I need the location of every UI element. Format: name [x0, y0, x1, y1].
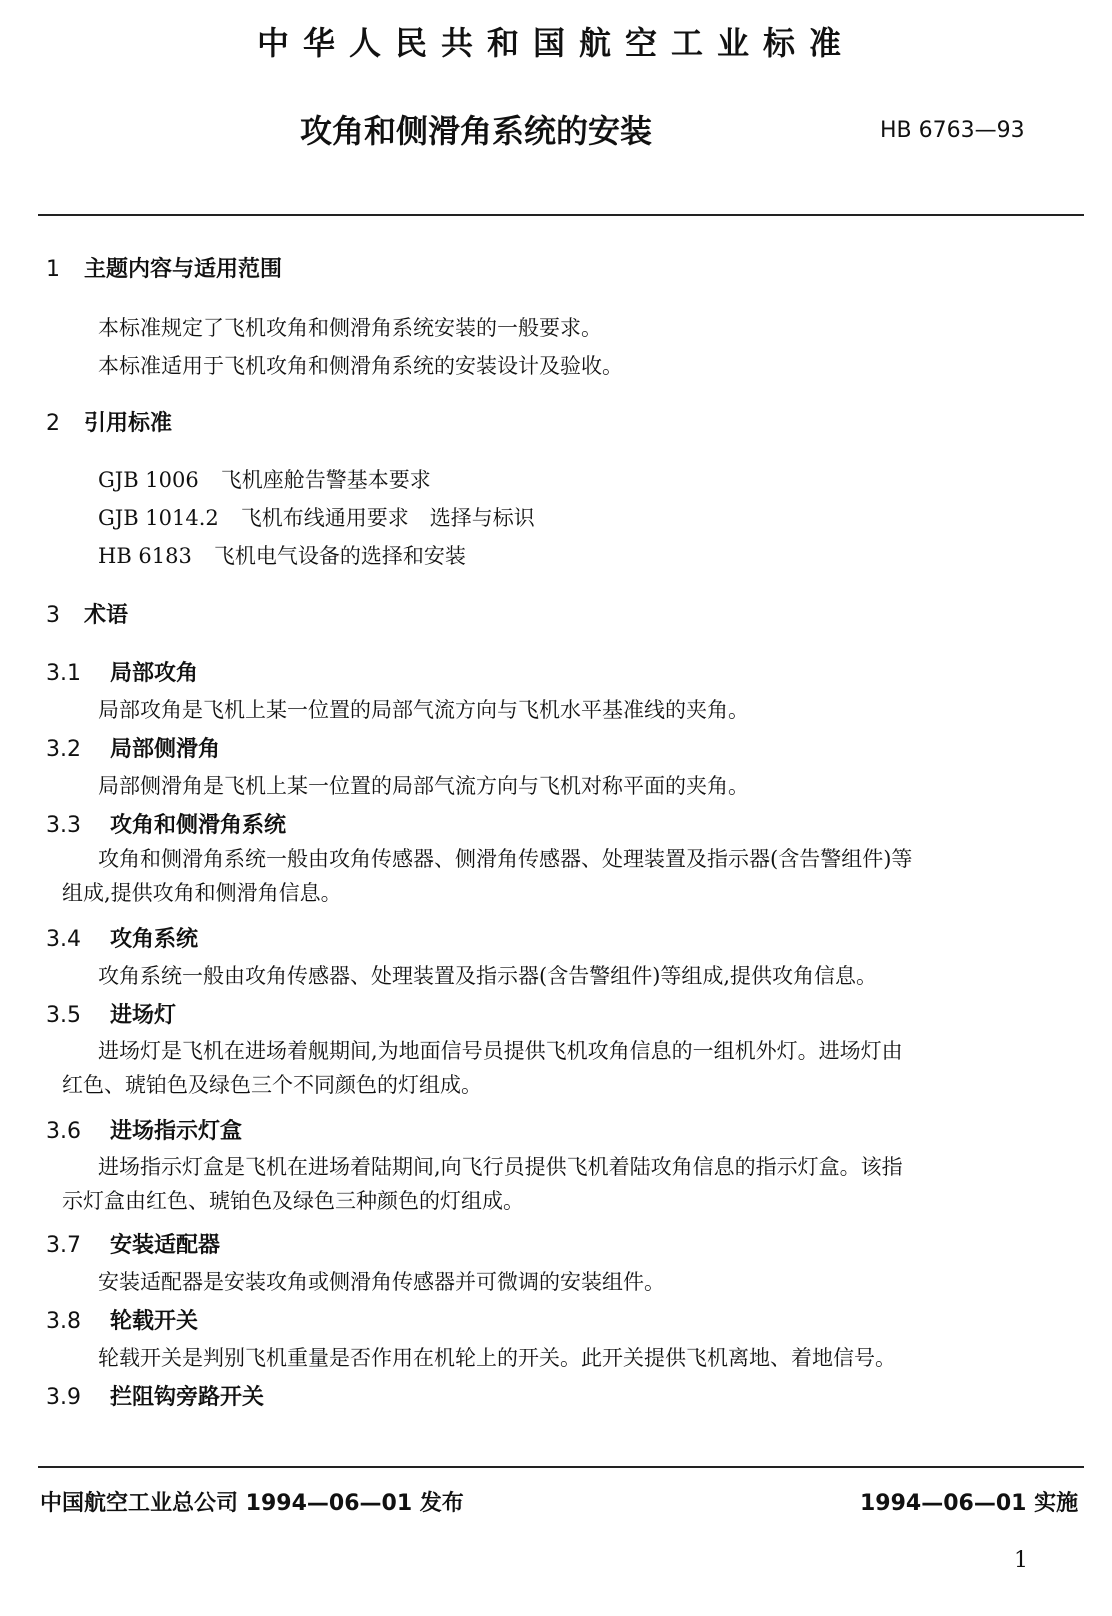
reference-title: 飞机电气设备的选择和安装	[213, 544, 466, 568]
page-number: 1	[1014, 1548, 1028, 1573]
term-number: 3.8	[46, 1309, 81, 1334]
term-number: 3.9	[46, 1385, 81, 1410]
standard-category-title: 中华人民共和国航空工业标准	[256, 24, 855, 62]
term-3-8-heading	[46, 1304, 198, 1335]
term-number: 3.3	[46, 813, 81, 838]
term-number: 3.2	[46, 737, 81, 762]
footer-divider	[38, 1466, 1084, 1468]
term-3-6-heading	[46, 1114, 242, 1145]
term-title: 局部侧滑角	[110, 737, 221, 762]
term-title: 攻角和侧滑角系统	[110, 813, 287, 838]
section-number: 2	[46, 411, 60, 436]
term-title: 进场灯	[110, 1003, 177, 1028]
standard-number: HB 6763—93	[880, 118, 1025, 143]
effective-date: 1994—06—01 实施	[860, 1491, 1079, 1516]
section-number: 1	[46, 257, 60, 282]
term-title: 拦阻钩旁路开关	[110, 1385, 265, 1410]
term-number: 3.7	[46, 1233, 81, 1258]
term-3-8-definition: 轮载开关是判别飞机重量是否作用在机轮上的开关。此开关提供飞机离地、着地信号。	[98, 1346, 896, 1370]
term-number: 3.6	[46, 1119, 81, 1144]
term-number: 3.4	[46, 927, 81, 952]
section-2-heading	[46, 406, 172, 437]
definition-continuation: 示灯盒由红色、琥铂色及绿色三种颜色的灯组成。	[62, 1189, 524, 1213]
term-number: 3.5	[46, 1003, 81, 1028]
issue-statement: 中国航空工业总公司 1994—06—01 发布	[40, 1491, 464, 1516]
term-3-9-heading	[46, 1380, 264, 1411]
definition-continuation: 红色、琥铂色及绿色三个不同颜色的灯组成。	[62, 1073, 482, 1097]
term-3-1-definition: 局部攻角是飞机上某一位置的局部气流方向与飞机水平基准线的夹角。	[98, 698, 749, 722]
term-3-4-definition: 攻角系统一般由攻角传感器、处理装置及指示器(含告警组件)等组成,提供攻角信息。	[98, 964, 878, 988]
term-3-3-heading	[46, 808, 286, 839]
section-1-paragraph-2: 本标准适用于飞机攻角和侧滑角系统的安装设计及验收。	[98, 354, 623, 378]
term-number: 3.1	[46, 661, 81, 686]
term-title: 进场指示灯盒	[110, 1119, 243, 1144]
term-3-3-definition	[62, 842, 1088, 910]
term-3-7-definition: 安装适配器是安装攻角或侧滑角传感器并可微调的安装组件。	[98, 1270, 665, 1294]
term-3-5-heading	[46, 998, 176, 1029]
term-3-6-definition	[62, 1150, 1088, 1218]
term-title: 安装适配器	[110, 1233, 221, 1258]
section-title: 引用标准	[84, 411, 173, 436]
definition-line: 进场灯是飞机在进场着舰期间,为地面信号员提供飞机攻角信息的一组机外灯。进场灯由	[98, 1039, 903, 1063]
header-divider	[38, 214, 1084, 216]
term-3-5-definition	[62, 1034, 1088, 1102]
section-1-heading	[46, 252, 282, 283]
section-number: 3	[46, 603, 60, 628]
section-title: 术语	[84, 603, 129, 628]
reference-code: HB 6183	[98, 544, 192, 568]
definition-continuation: 组成,提供攻角和侧滑角信息。	[62, 881, 342, 905]
term-title: 轮载开关	[110, 1309, 199, 1334]
term-3-4-heading	[46, 922, 198, 953]
document-title: 攻角和侧滑角系统的安装	[300, 112, 653, 150]
reference-title: 飞机布线通用要求 选择与标识	[240, 506, 535, 530]
reference-item	[98, 464, 431, 494]
reference-item	[98, 502, 535, 532]
term-3-7-heading	[46, 1228, 220, 1259]
definition-line: 进场指示灯盒是飞机在进场着陆期间,向飞行员提供飞机着陆攻角信息的指示灯盒。该指	[98, 1155, 903, 1179]
term-title: 攻角系统	[110, 927, 199, 952]
term-3-1-heading	[46, 656, 198, 687]
definition-line: 攻角和侧滑角系统一般由攻角传感器、侧滑角传感器、处理装置及指示器(含告警组件)等	[98, 847, 913, 871]
section-1-paragraph-1: 本标准规定了飞机攻角和侧滑角系统安装的一般要求。	[98, 316, 602, 340]
reference-item	[98, 540, 466, 570]
reference-title: 飞机座舱告警基本要求	[220, 468, 431, 492]
section-title: 主题内容与适用范围	[84, 257, 283, 282]
reference-code: GJB 1014.2	[98, 506, 219, 530]
section-3-heading	[46, 598, 128, 629]
term-3-2-definition: 局部侧滑角是飞机上某一位置的局部气流方向与飞机对称平面的夹角。	[98, 774, 749, 798]
term-title: 局部攻角	[110, 661, 199, 686]
term-3-2-heading	[46, 732, 220, 763]
reference-code: GJB 1006	[98, 468, 199, 492]
